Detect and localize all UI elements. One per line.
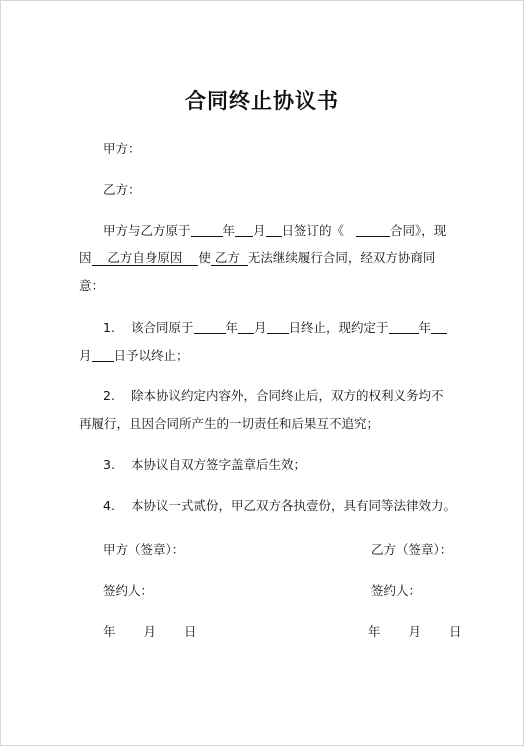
clause-1-text-7: 日予以终止； (113, 348, 189, 363)
party-b-seal-label: 乙方（签章）： (371, 542, 453, 557)
intro-text-7: 使 (198, 250, 211, 265)
party-a-date (103, 622, 197, 640)
who-value: 乙方 (214, 250, 240, 265)
clause-1-text-6: 月 (79, 348, 92, 363)
clause-3-text: 本协议自双方签字盖章后生效； (131, 457, 307, 472)
intro-line-1 (79, 223, 449, 238)
end-month-blank (238, 320, 254, 334)
who-field (211, 250, 248, 266)
reason-value: 乙方自身原因 (107, 250, 183, 265)
clause-1-text-3: 月 (254, 320, 267, 335)
end-year-blank (194, 320, 226, 334)
clause-2-text-1: 除本协议约定内容外，合同终止后，双方的权利义务均不 (131, 388, 444, 403)
agreed-month-blank-a (431, 320, 447, 334)
intro-text-8: 无法继续履行合同，经双方协商同 (247, 250, 436, 265)
intro-text-1: 甲方与乙方原于 (103, 223, 191, 238)
clause-2-line-1 (79, 389, 449, 403)
clause-1-number: 1. (103, 320, 115, 335)
clause-4-number: 4. (103, 498, 115, 513)
clause-3 (79, 458, 449, 472)
clause-1-line-2 (79, 348, 449, 363)
month-blank (235, 223, 253, 237)
year-blank (191, 223, 223, 237)
party-b-month: 月 (408, 624, 422, 639)
document-title: 合同终止协议书 (185, 89, 339, 113)
party-a-day: 日 (184, 624, 197, 639)
intro-text-6: 因 (79, 250, 92, 265)
party-b-label: 乙方： (103, 182, 141, 197)
party-b-signer-label: 签约人： (371, 583, 422, 598)
intro-text-9: 意： (79, 278, 105, 293)
clause-1-text-4: 日终止，现约定于 (288, 320, 389, 335)
agreed-day-blank (92, 348, 114, 362)
contract-name-blank (356, 223, 390, 237)
clause-1-text-1: 该合同原于 (131, 320, 194, 335)
clause-3-number: 3. (103, 457, 115, 472)
clause-1-line-1 (79, 320, 449, 335)
end-day-blank (267, 320, 289, 334)
party-a-year: 年 (103, 624, 116, 639)
reason-field (92, 250, 199, 266)
party-b-year: 年 (368, 624, 381, 639)
clause-4 (79, 498, 457, 513)
day-blank (266, 223, 282, 237)
intro-text-2: 年 (222, 223, 236, 238)
party-b-day: 日 (449, 624, 462, 639)
party-a-seal-label: 甲方（签章）： (103, 542, 185, 557)
clause-1-text-2: 年 (225, 320, 239, 335)
intro-text-3: 月 (253, 223, 266, 238)
party-b-date (368, 622, 462, 640)
clause-2-number: 2. (103, 388, 115, 403)
party-a-month: 月 (143, 624, 157, 639)
party-a-signer-label: 签约人： (103, 583, 154, 598)
party-a-label: 甲方： (103, 141, 141, 156)
clause-4-text: 本协议一式贰份，甲乙双方各执壹份，具有同等法律效力。 (131, 498, 457, 513)
agreed-year-blank (389, 320, 419, 334)
intro-text-4: 日签订的《 (281, 223, 345, 238)
clause-2-text-2: 再履行，且因合同所产生的一切责任和后果互不追究； (79, 416, 380, 431)
clause-1-text-5: 年 (418, 320, 432, 335)
intro-text-5: 合同》，现 (389, 223, 447, 238)
intro-line-2 (79, 251, 449, 265)
